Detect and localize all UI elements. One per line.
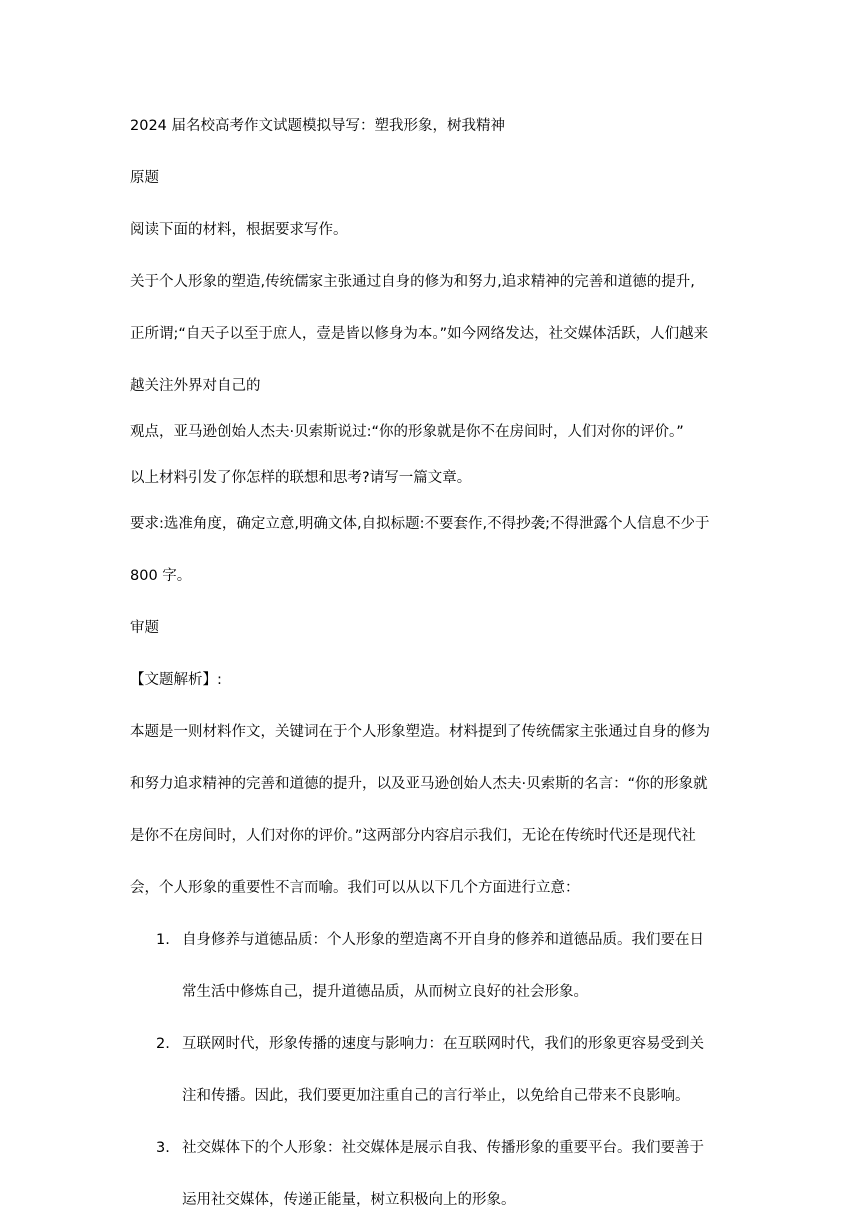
list-item-number: 1. [156, 932, 170, 948]
section-heading-review: 审题 [130, 620, 159, 636]
material-line-4: 观点，亚马逊创始人杰夫·贝索斯说过:“你的形象就是你不在房间时，人们对你的评价。” [130, 424, 684, 440]
list-item-number: 3. [156, 1140, 170, 1156]
list-item-line: 常生活中修炼自己，提升道德品质，从而树立良好的社会形象。 [182, 984, 588, 1000]
section-heading-original: 原题 [130, 170, 159, 186]
list-item [130, 1034, 735, 1106]
list-item-line: 自身修养与道德品质：个人形象的塑造离不开自身的修养和道德品质。我们要在日 [182, 932, 704, 948]
list-item-line: 社交媒体下的个人形象：社交媒体是展示自我、传播形象的重要平台。我们要善于 [182, 1140, 704, 1156]
requirement-line-2: 800 字。 [130, 568, 192, 584]
list-item [130, 930, 735, 1002]
analysis-line-4: 会，个人形象的重要性不言而喻。我们可以从以下几个方面进行立意： [130, 880, 580, 896]
analysis-line-3: 是你不在房间时，人们对你的评价。”这两部分内容启示我们，无论在传统时代还是现代社 [130, 828, 696, 844]
material-line-2: 正所谓;“自天子以至于庶人，壹是皆以修身为本。”如今网络发达，社交媒体活跃，人们越来 [130, 326, 709, 342]
material-line-1: 关于个人形象的塑造,传统儒家主张通过自身的修为和努力,追求精神的完善和道德的提升, [130, 274, 695, 290]
requirement-line-1: 要求:选准角度，确定立意,明确文体,自拟标题:不要套作,不得抄袭;不得泄露个人信息不少于 [130, 516, 710, 532]
document-page [130, 116, 735, 1210]
document-title: 2024 届名校高考作文试题模拟导写：塑我形象，树我精神 [130, 118, 506, 134]
list-item-line: 注和传播。因此，我们要更加注重自己的言行举止，以免给自己带来不良影响。 [182, 1088, 690, 1104]
instruction-text: 阅读下面的材料，根据要求写作。 [130, 222, 348, 238]
analysis-line-2: 和努力追求精神的完善和道德的提升，以及亚马逊创始人杰夫·贝索斯的名言：“你的形象就 [130, 776, 708, 792]
list-item-line: 互联网时代，形象传播的速度与影响力：在互联网时代，我们的形象更容易受到关 [182, 1036, 704, 1052]
analysis-heading: 【文题解析】: [130, 672, 222, 688]
analysis-line-1: 本题是一则材料作文，关键词在于个人形象塑造。材料提到了传统儒家主张通过自身的修为 [130, 724, 710, 740]
analysis-list [130, 930, 735, 1210]
prompt-text: 以上材料引发了你怎样的联想和思考?请写一篇文章。 [130, 470, 472, 486]
list-item [130, 1138, 735, 1210]
list-item-number: 2. [156, 1036, 170, 1052]
list-item-line: 运用社交媒体，传递正能量，树立积极向上的形象。 [182, 1192, 516, 1208]
material-line-3: 越关注外界对自己的 [130, 378, 261, 394]
